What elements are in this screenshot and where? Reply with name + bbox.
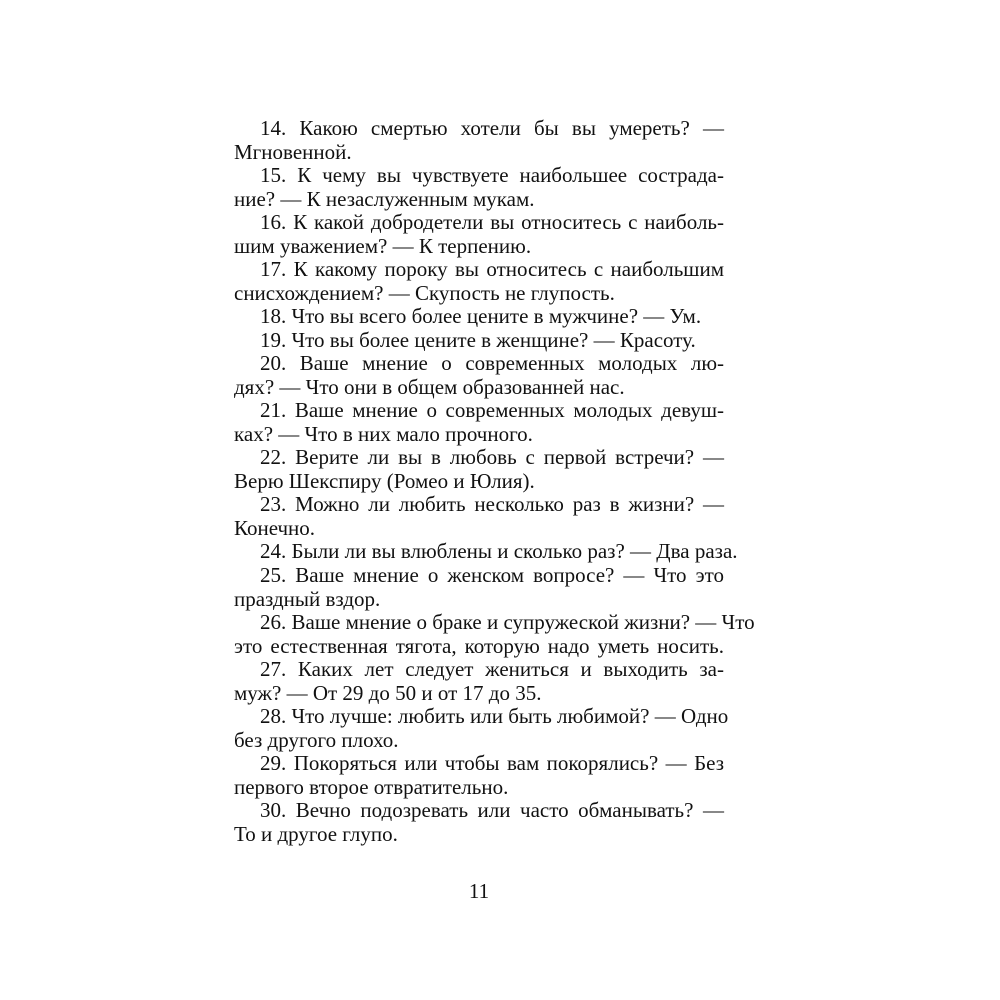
text-line: это естественная тягота, которую надо уметь носить. (234, 634, 724, 658)
text-line: снисхождением? — Скупость не глупость. (234, 281, 615, 305)
text-line: Верю Шекспиру (Ромео и Юлия). (234, 469, 535, 493)
text-line: 25. Ваше мнение о женском вопросе? — Что это (260, 563, 724, 587)
text-line: То и другое глупо. (234, 822, 398, 846)
text-line: 24. Были ли вы влюблены и сколько раз? — Два раза. (260, 539, 738, 563)
text-line: без другого плохо. (234, 728, 399, 752)
text-line: 18. Что вы всего более цените в мужчине? — Ум. (260, 304, 702, 328)
text-line: Конечно. (234, 516, 316, 540)
text-line: 28. Что лучше: любить или быть любимой? — Одно (260, 704, 729, 728)
text-line: 19. Что вы более цените в женщине? — Красоту. (260, 328, 696, 352)
text-line: 29. Покоряться или чтобы вам покорялись? — Без (260, 751, 724, 775)
text-line: 22. Верите ли вы в любовь с первой встречи? — (260, 445, 724, 469)
text-line: 15. К чему вы чувствуете наибольшее сострада- (260, 163, 724, 187)
text-line: 26. Ваше мнение о браке и супружеской жизни? — Что (260, 610, 755, 634)
text-line: 17. К какому пороку вы относитесь с наибольшим (260, 257, 724, 281)
page-number: 11 (468, 879, 490, 903)
text-line: 16. К какой добродетели вы относитесь с наиболь- (260, 210, 724, 234)
text-line: 27. Каких лет следует жениться и выходить за- (260, 657, 724, 681)
text-line: первого второе отвратительно. (234, 775, 509, 799)
text-line: 23. Можно ли любить несколько раз в жизни? — (260, 492, 724, 516)
text-line: 14. Какою смертью хотели бы вы умереть? — (260, 116, 724, 140)
text-line: 20. Ваше мнение о современных молодых лю- (260, 351, 724, 375)
text-line: ние? — К незаслуженным мукам. (234, 187, 535, 211)
text-line: праздный вздор. (234, 587, 381, 611)
text-line: муж? — От 29 до 50 и от 17 до 35. (234, 681, 542, 705)
text-line: 21. Ваше мнение о современных молодых девуш- (260, 398, 724, 422)
text-line: дях? — Что они в общем образованней нас. (234, 375, 625, 399)
text-line: Мгновенной. (234, 140, 352, 164)
text-line: шим уважением? — К терпению. (234, 234, 532, 258)
text-line: 30. Вечно подозревать или часто обманывать? — (260, 798, 724, 822)
text-line: ках? — Что в них мало прочного. (234, 422, 533, 446)
